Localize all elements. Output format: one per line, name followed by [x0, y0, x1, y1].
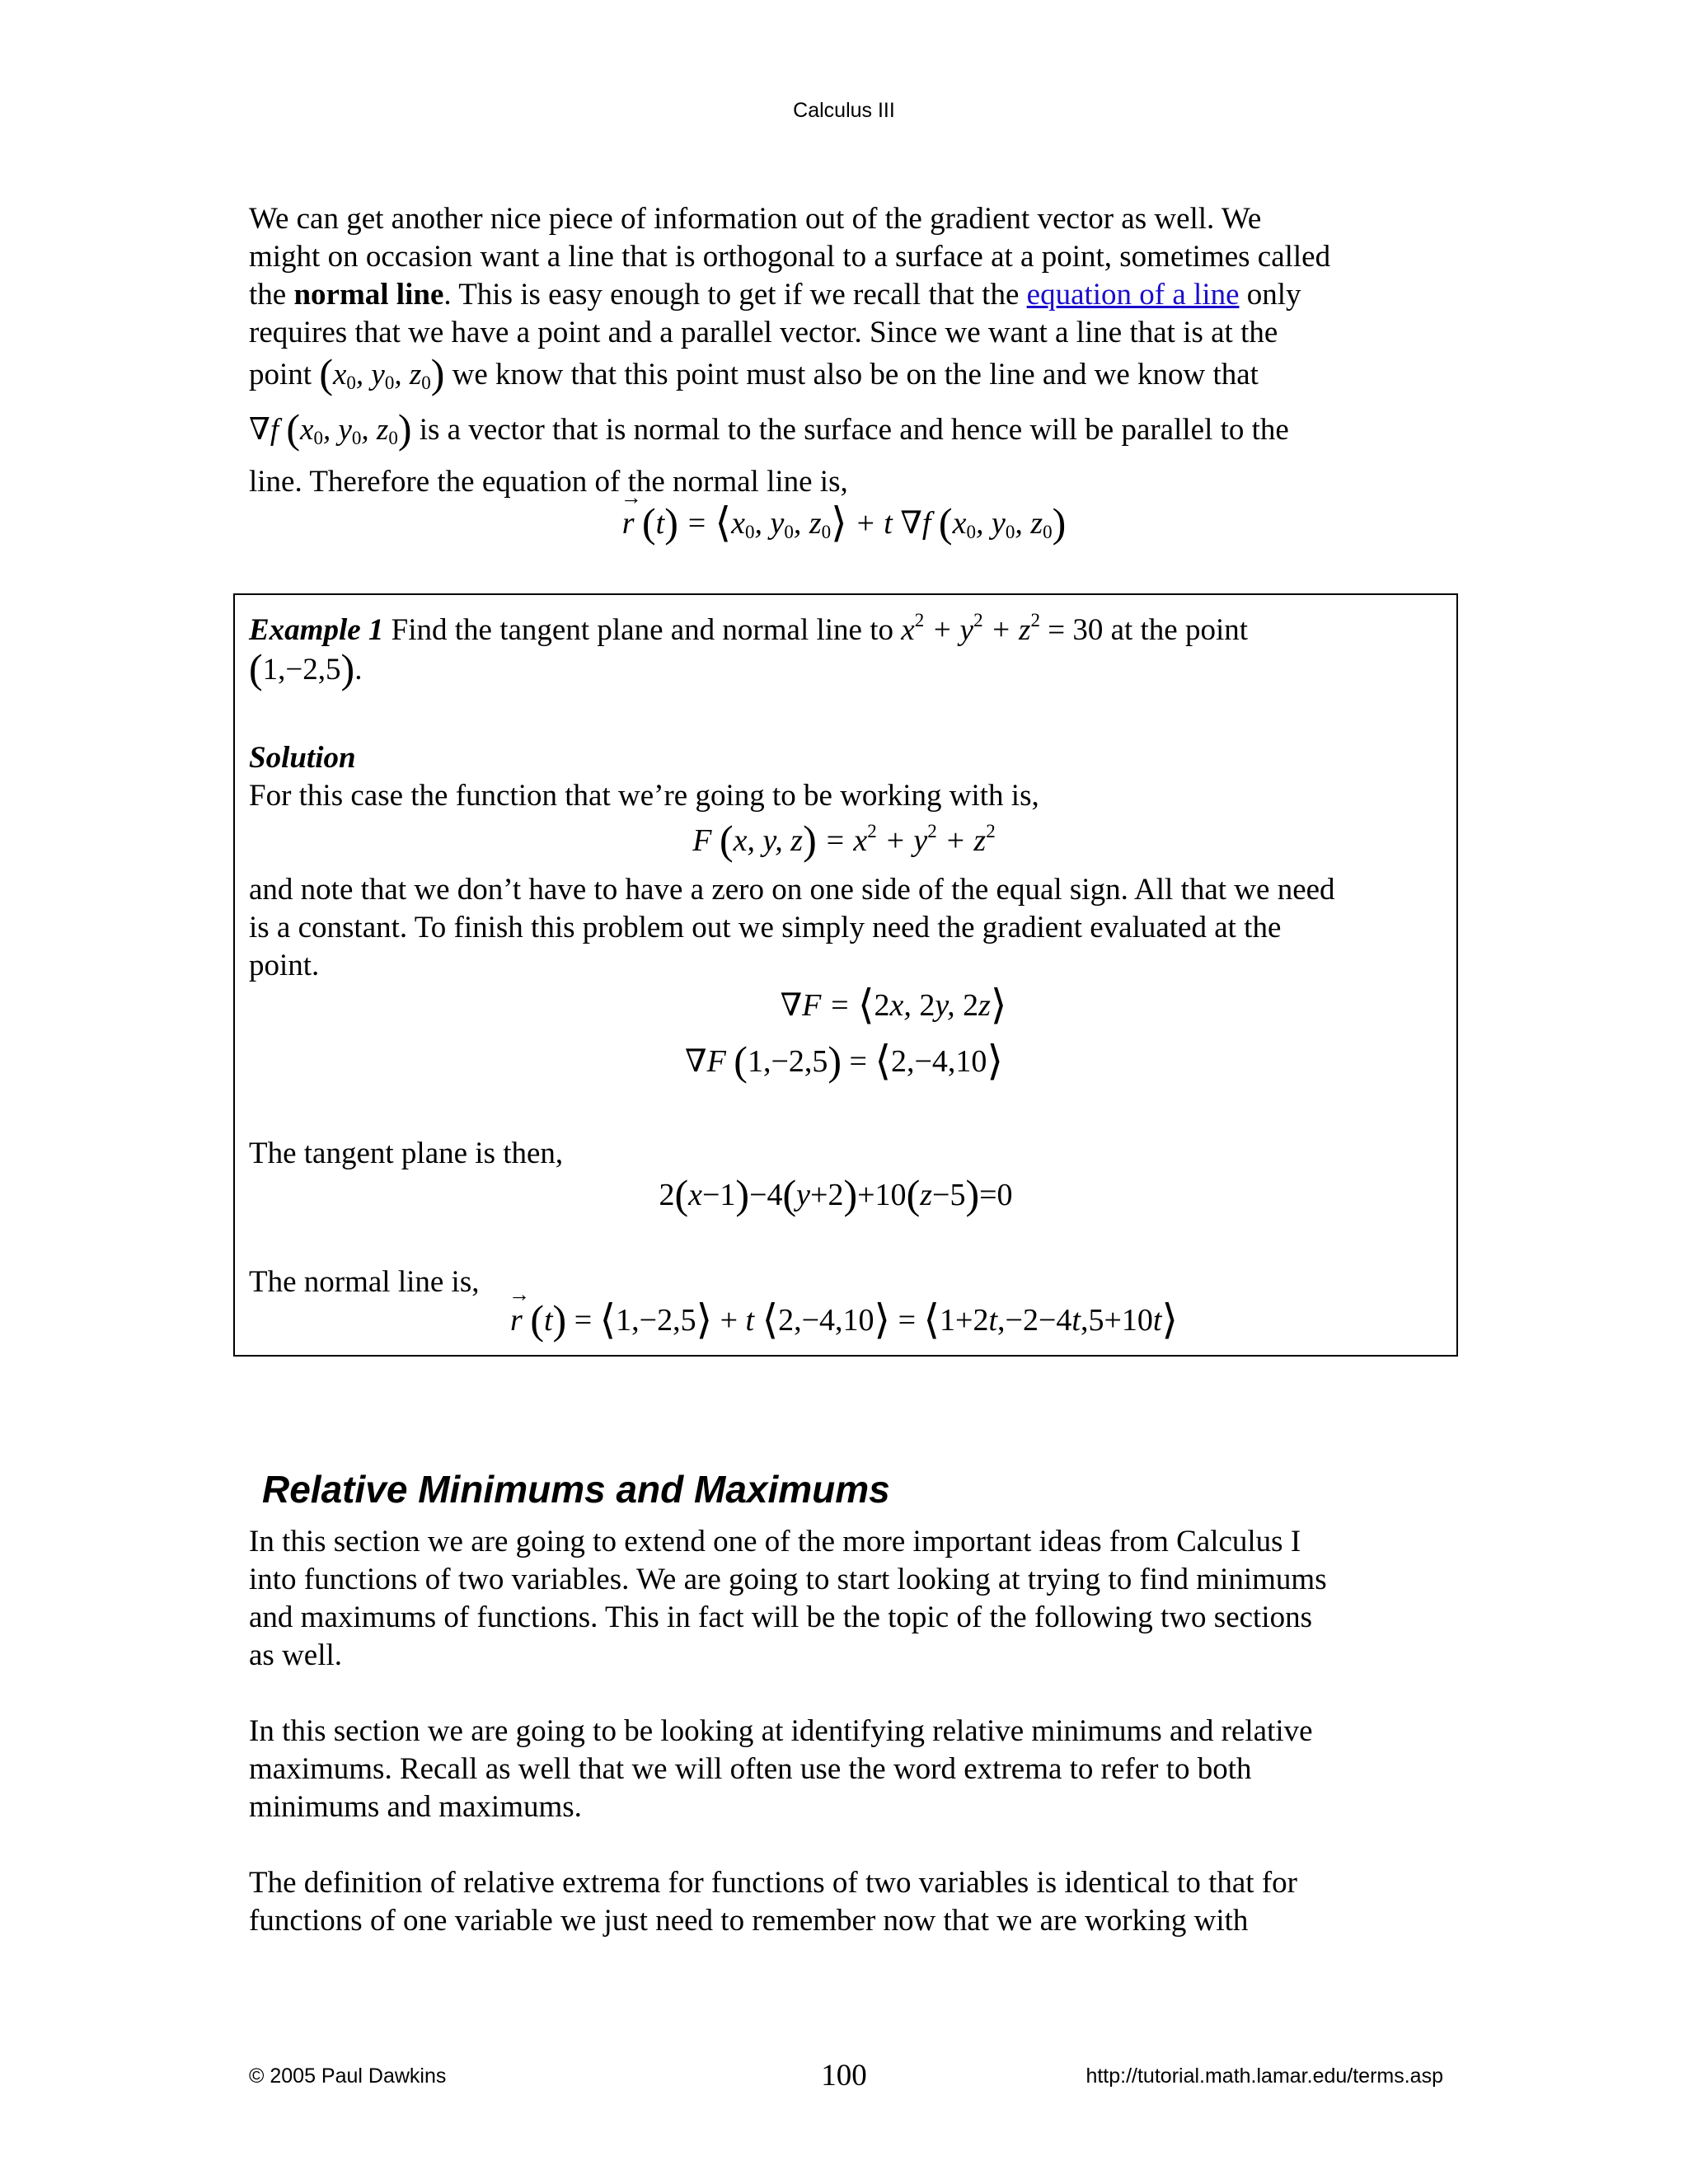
- page-header: Calculus III: [793, 99, 895, 122]
- paragraph-line: The definition of relative extrema for functions of two variables is identical to that for: [249, 1866, 1297, 1900]
- intro-line: requires that we have a point and a parallel vector. Since we want a line that is at the: [249, 316, 1278, 349]
- paragraph-line: functions of one variable we just need to remember now that we are working with: [249, 1904, 1249, 1938]
- section-paragraph-3: [249, 1864, 1461, 1940]
- intro-line-gradient: ∇f ($x_0$, $y_0$, $z_0$) is a vector that is normal to the surface and hence will be parallel to the: [249, 405, 1289, 452]
- gradient-at-point-equation: ∇F (1,−2,5) = ⟨2,−4,10⟩: [685, 1038, 1003, 1084]
- example-problem: Example 1 Find the tangent plane and normal line to $x^2 + y^2 + z^2 = 30$ at the point: [249, 610, 1249, 647]
- intro-line-point: point ($x_0$, $y_0$, $z_0$) we know that this point must also be on the line and we know that: [249, 350, 1259, 396]
- example-point: (1,−2,5).: [249, 645, 363, 691]
- normal-line-equation: → r $(t) = ⟨x_0$, $y_0$, $z_0⟩ + t$ ∇f ($x_0$, $y_0$, $z_0$): [0, 499, 1688, 546]
- intro-line: might on occasion want a line that is orthogonal to a surface at a point, sometimes called: [249, 240, 1331, 274]
- page-number: 100: [821, 2059, 867, 2093]
- intro-line: We can get another nice piece of information out of the gradient vector as well. We: [249, 202, 1262, 236]
- solution-line: and note that we don’t have to have a zero on one side of the equal sign. All that we need: [249, 873, 1335, 907]
- normal-line-result: → r (t) = ⟨1,−2,5⟩ + t ⟨2,−4,10⟩ = ⟨1+2t,−2−4t,5+10t⟩: [0, 1296, 1688, 1343]
- solution-paragraph: [249, 871, 1461, 985]
- term-normal-line: normal line: [293, 278, 444, 312]
- section-paragraph-2: [249, 1713, 1461, 1826]
- paragraph-line: In this section we are going to extend one of the more important ideas from Calculus I: [249, 1525, 1301, 1558]
- section-title: Relative Minimums and Maximums: [262, 1468, 890, 1511]
- intro-line: the normal line. This is easy enough to get if we recall that the equation of a line only: [249, 278, 1301, 312]
- tangent-plane-label: The tangent plane is then,: [249, 1137, 564, 1170]
- paragraph-line: into functions of two variables. We are going to start looking at trying to find minimums: [249, 1563, 1327, 1596]
- footer-url: http://tutorial.math.lamar.edu/terms.asp: [1085, 2064, 1443, 2088]
- gradient-equation: ∇F = ⟨2x, 2y, 2z⟩: [780, 982, 1007, 1028]
- paragraph-line: In this section we are going to be looking at identifying relative minimums and relative: [249, 1714, 1313, 1748]
- paragraph-line: maximums. Recall as well that we will often use the word extrema to refer to both: [249, 1752, 1252, 1786]
- solution-line: is a constant. To finish this problem out we simply need the gradient evaluated at the: [249, 911, 1282, 944]
- example-label: Example 1: [249, 613, 384, 647]
- gradient-formula: ∇f ($x_0$, $y_0$, $z_0$): [249, 405, 412, 452]
- solution-line: For this case the function that we’re going to be working with is,: [249, 779, 1039, 813]
- solution-label: Solution: [249, 741, 356, 775]
- tangent-plane-equation: 2(x−1)−4(y+2)+10(z−5)=0: [659, 1171, 1013, 1217]
- section-paragraph-1: [249, 1523, 1461, 1675]
- point-formula: ($x_0$, $y_0$, $z_0$): [319, 350, 445, 396]
- paragraph-line: minimums and maximums.: [249, 1790, 582, 1824]
- function-definition: F (x, y, $z) = x^2 + y^2 + z^2$: [692, 817, 996, 863]
- paragraph-line: and maximums of functions. This in fact will be the topic of the following two sections: [249, 1601, 1312, 1634]
- intro-line: line. Therefore the equation of the normal line is,: [249, 465, 848, 499]
- paragraph-line: as well.: [249, 1638, 343, 1672]
- equation-of-a-line-link[interactable]: equation of a line: [1026, 278, 1240, 312]
- footer-copyright: © 2005 Paul Dawkins: [249, 2064, 447, 2088]
- normal-line-label: The normal line is,: [249, 1265, 480, 1299]
- solution-line: point.: [249, 949, 320, 982]
- surface-equation: $x^2 + y^2 + z^2 = 30$: [901, 610, 1104, 647]
- intro-paragraph: [249, 200, 1461, 352]
